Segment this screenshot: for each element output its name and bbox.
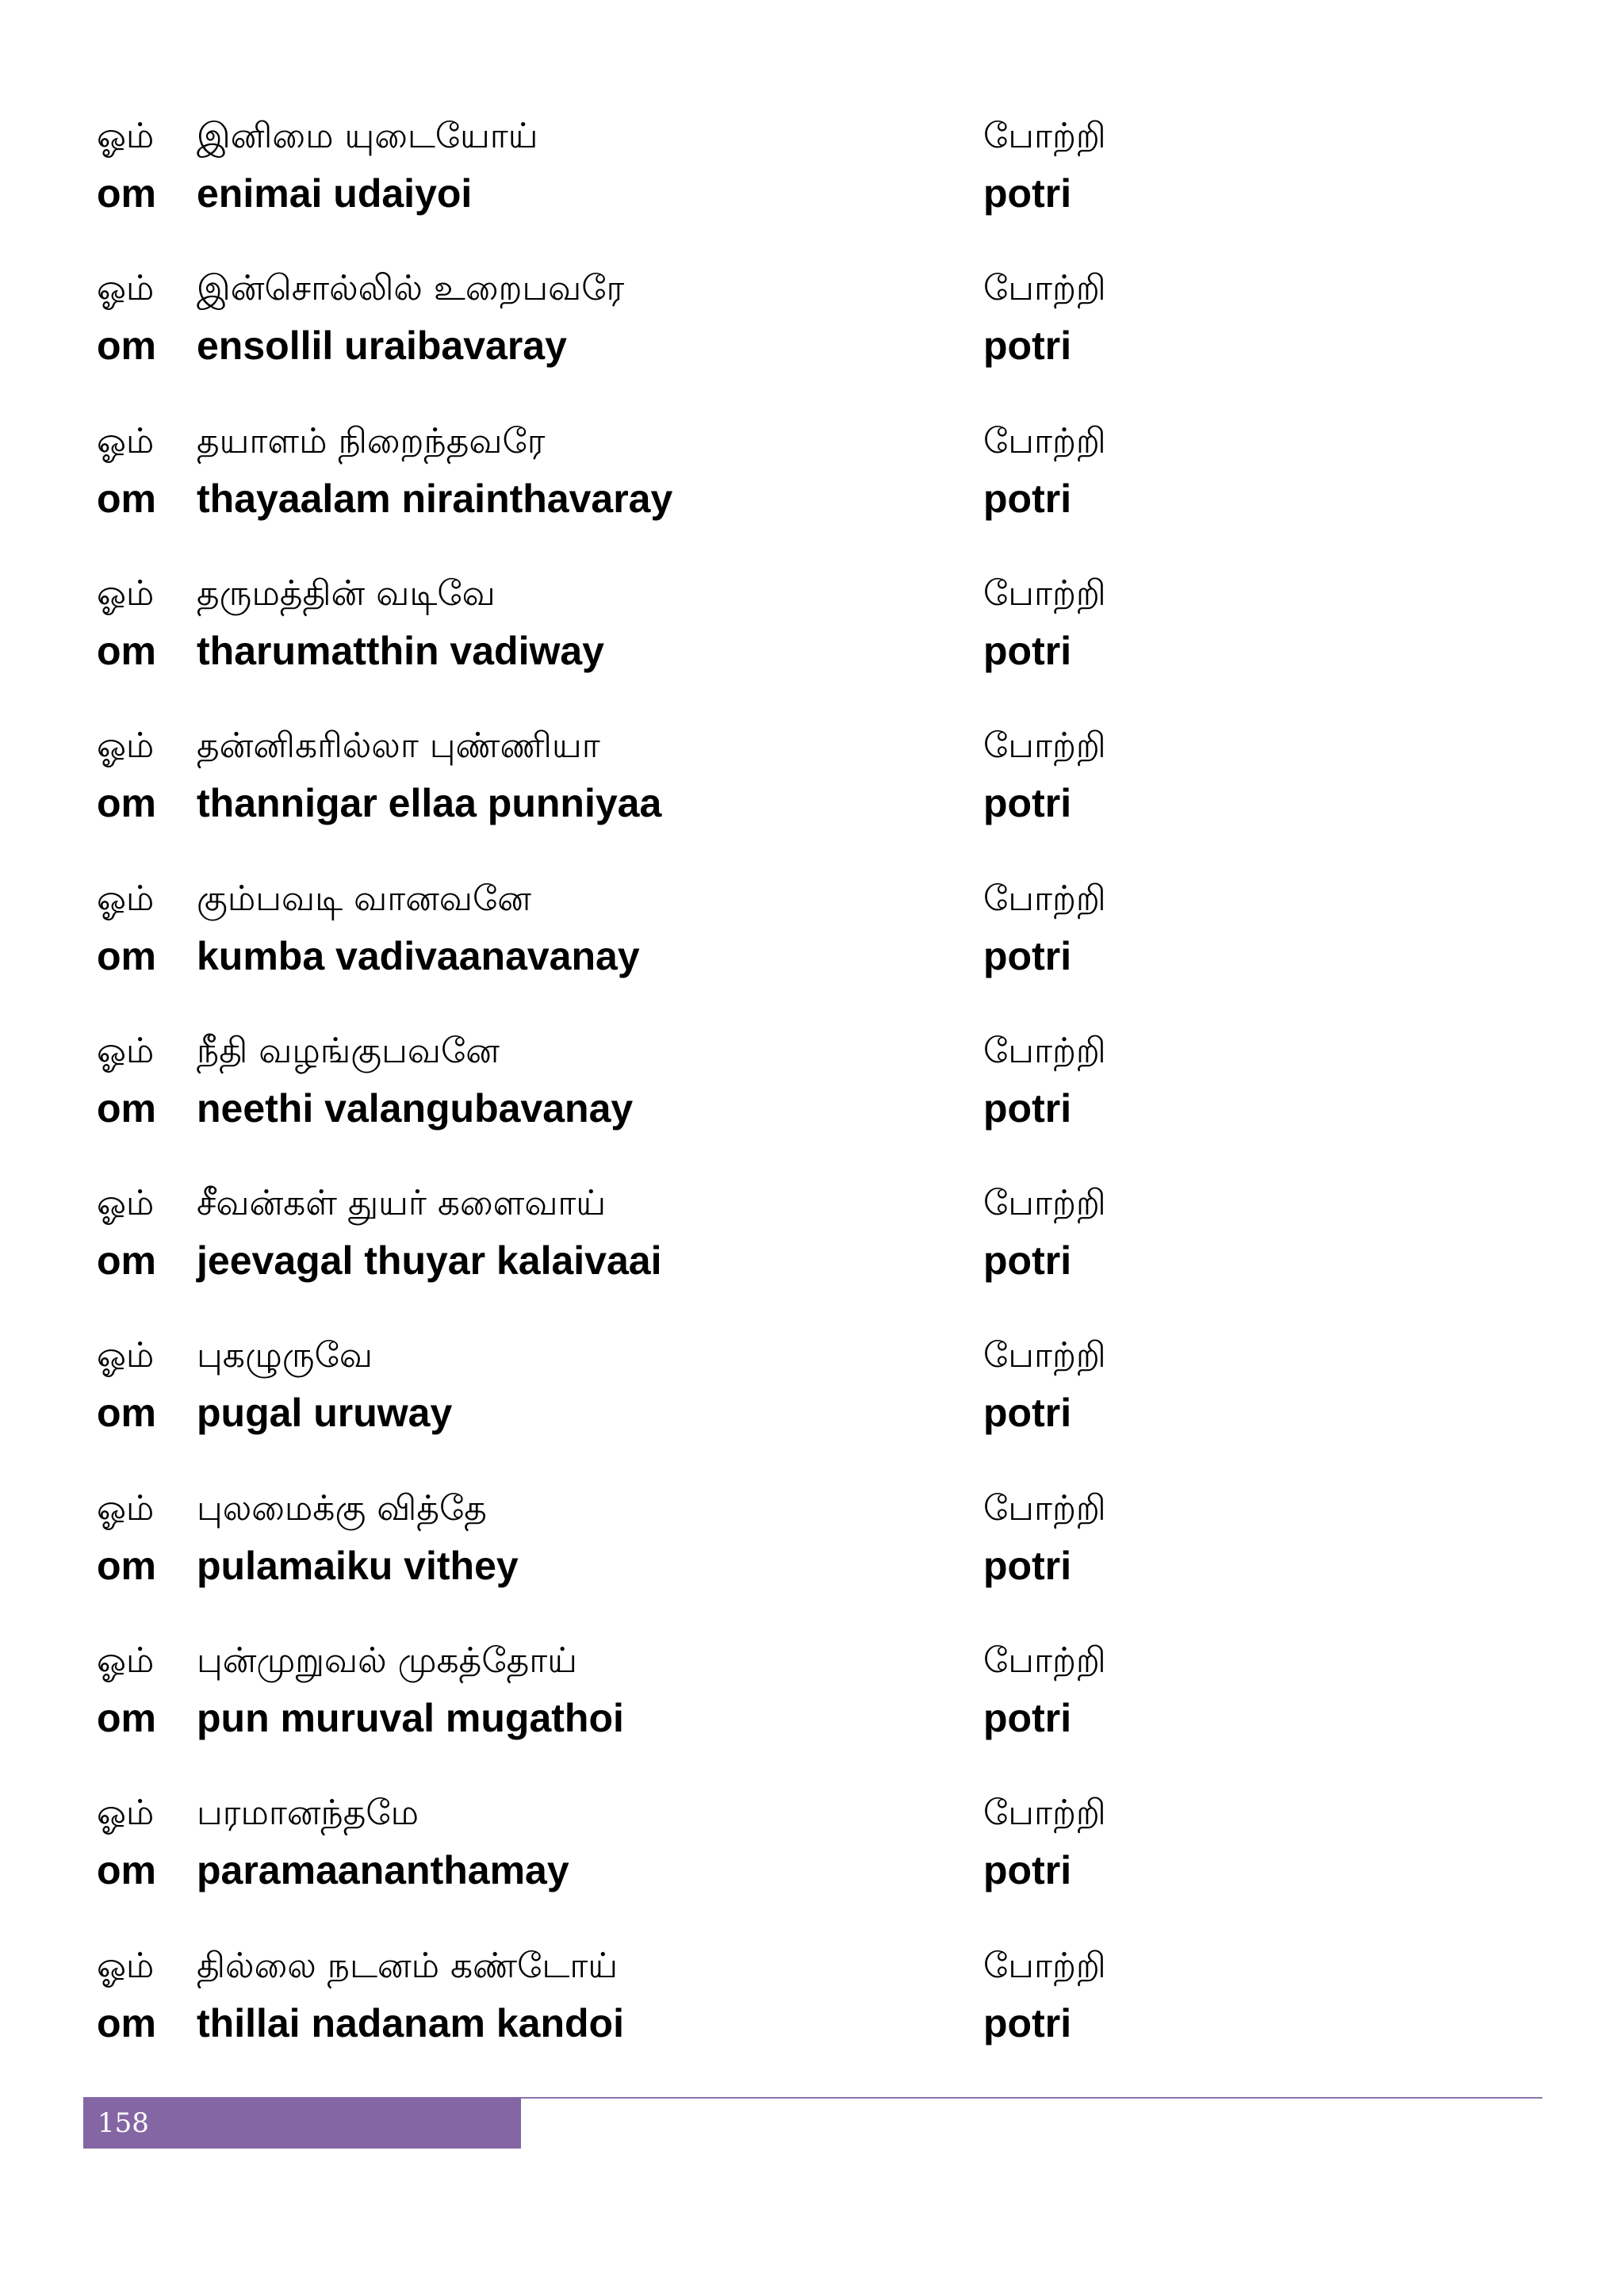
roman-line [0,928,1624,985]
roman-om: om [97,781,156,826]
page-number: 158 [98,2107,149,2139]
roman-text: jeevagal thuyar kalaivaai [197,1238,662,1284]
mantra-entry [0,1327,1624,1470]
mantra-entry [0,718,1624,860]
mantra-entry [0,1023,1624,1165]
roman-text: neethi valangubavanay [197,1085,634,1131]
tamil-potri: போற்றி [983,1335,1106,1376]
tamil-line [0,871,1624,928]
tamil-om: ஓம் [97,1183,155,1224]
roman-om: om [97,1696,156,1740]
mantra-entry [0,1175,1624,1318]
mantra-entry [0,1480,1624,1623]
page-number-box [83,2098,521,2149]
tamil-om: ஓம் [97,1335,155,1376]
roman-potri: potri [983,933,1072,978]
tamil-line [0,1023,1624,1080]
roman-om: om [97,1085,156,1131]
tamil-om: ஓம் [97,1793,155,1834]
roman-text: pulamaiku vithey [197,1543,519,1588]
roman-text: paramaananthamay [197,1848,569,1893]
roman-potri: potri [983,1391,1072,1436]
tamil-om: ஓம் [97,572,155,614]
roman-text: enimai udaiyoi [197,171,473,216]
mantra-entry [0,1938,1624,2080]
tamil-potri: போற்றி [983,572,1106,614]
roman-line [0,1384,1624,1441]
roman-om: om [97,2000,156,2045]
tamil-om: ஓம் [97,1640,155,1681]
tamil-potri: போற்றி [983,725,1106,767]
tamil-om: ஓம் [97,1030,155,1071]
tamil-text: சீவன்கள் துயர் களைவாய் [197,1183,607,1224]
roman-line [0,1537,1624,1594]
tamil-om: ஓம் [97,268,155,309]
roman-potri: potri [983,781,1072,826]
tamil-line [0,413,1624,470]
roman-text: thayaalam nirainthavaray [197,476,673,521]
roman-line [0,775,1624,832]
mantra-entry [0,108,1624,251]
mantra-entry [0,260,1624,403]
mantra-entry [0,413,1624,556]
tamil-line [0,1785,1624,1842]
mantra-entry [0,1785,1624,1927]
roman-text: kumba vadivaanavanay [197,933,640,978]
tamil-line [0,1938,1624,1995]
tamil-line [0,1632,1624,1689]
roman-line [0,1842,1624,1899]
roman-om: om [97,1391,156,1436]
tamil-text: புலமைக்கு வித்தே [197,1487,487,1529]
tamil-text: இனிமை யுடையோய் [197,116,538,156]
roman-om: om [97,1238,156,1284]
roman-potri: potri [983,1543,1072,1588]
tamil-om: ஓம் [97,1945,155,1986]
tamil-text: கும்பவடி வானவனே [197,878,531,919]
tamil-line [0,718,1624,775]
roman-text: pugal uruway [197,1391,453,1436]
mantra-entry [0,1632,1624,1775]
roman-line [0,1232,1624,1289]
tamil-potri: போற்றி [983,1487,1106,1529]
tamil-line [0,108,1624,165]
roman-om: om [97,933,156,978]
roman-potri: potri [983,171,1072,216]
roman-text: tharumatthin vadiway [197,628,604,673]
tamil-om: ஓம் [97,420,155,461]
roman-line [0,317,1624,374]
roman-line [0,1080,1624,1137]
roman-potri: potri [983,323,1072,369]
tamil-line [0,1175,1624,1232]
tamil-line [0,565,1624,622]
tamil-potri: போற்றி [983,1030,1106,1071]
roman-text: pun muruval mugathoi [197,1696,624,1740]
roman-potri: potri [983,1696,1072,1740]
roman-text: thillai nadanam kandoi [197,2000,624,2045]
tamil-text: தன்னிகரில்லா புண்ணியா [197,725,600,767]
roman-om: om [97,323,156,369]
roman-om: om [97,171,156,216]
roman-potri: potri [983,1848,1072,1893]
tamil-text: புன்முறுவல் முகத்தோய் [197,1640,577,1681]
roman-line [0,470,1624,527]
tamil-om: ஓம் [97,878,155,919]
tamil-text: நீதி வழங்குபவனே [197,1030,500,1071]
roman-om: om [97,628,156,673]
tamil-text: தருமத்தின் வடிவே [197,572,496,614]
roman-potri: potri [983,2000,1072,2045]
roman-om: om [97,476,156,521]
tamil-potri: போற்றி [983,1793,1106,1834]
tamil-line [0,260,1624,317]
roman-line [0,1689,1624,1747]
tamil-potri: போற்றி [983,268,1106,309]
tamil-potri: போற்றி [983,116,1106,156]
roman-om: om [97,1848,156,1893]
tamil-line [0,1327,1624,1384]
tamil-om: ஓம் [97,1487,155,1529]
tamil-potri: போற்றி [983,1945,1106,1986]
tamil-potri: போற்றி [983,1640,1106,1681]
roman-text: thannigar ellaa punniyaa [197,781,662,826]
tamil-potri: போற்றி [983,878,1106,919]
roman-potri: potri [983,1238,1072,1284]
roman-potri: potri [983,628,1072,673]
tamil-text: தில்லை நடனம் கண்டோய் [197,1945,619,1986]
tamil-text: தயாளம் நிறைந்தவரே [197,420,546,461]
tamil-text: இன்சொல்லில் உறைபவரே [197,268,625,309]
roman-line [0,1995,1624,2052]
roman-om: om [97,1543,156,1588]
tamil-text: புகழுருவே [197,1335,373,1376]
tamil-om: ஓம் [97,725,155,767]
mantra-entry [0,565,1624,708]
tamil-line [0,1480,1624,1537]
tamil-potri: போற்றி [983,420,1106,461]
roman-line [0,622,1624,679]
tamil-om: ஓம் [97,116,155,156]
tamil-potri: போற்றி [983,1183,1106,1224]
tamil-text: பரமானந்தமே [197,1793,419,1834]
roman-text: ensollil uraibavaray [197,323,567,369]
roman-potri: potri [983,476,1072,521]
roman-line [0,165,1624,222]
mantra-entry [0,871,1624,1013]
roman-potri: potri [983,1085,1072,1131]
